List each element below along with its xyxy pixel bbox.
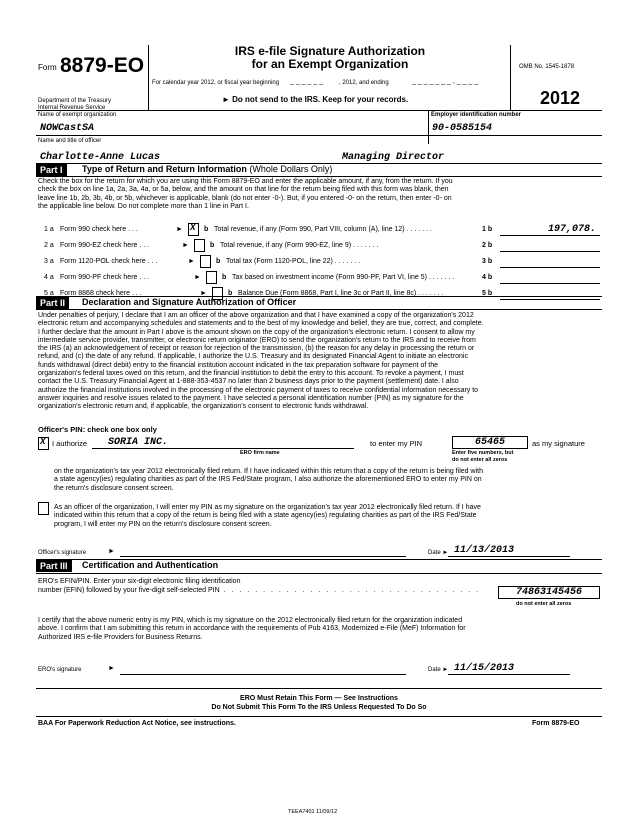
arrow-right-icon: ► [108,548,115,555]
arrow-right-icon: ► [194,274,201,281]
officer-signature-label: Officer's signature [38,550,87,556]
arrow-right-icon: ► [200,290,207,297]
arrow-right-icon: ► [442,667,449,673]
tax-year: 2012 [540,88,581,108]
ero-firm-label: ERO firm name [240,450,280,456]
part1-intro-line: Check the box for the return for which you are using this Form 8879-EO and enter the applicable amount, if any, from the return. If you [38,178,453,185]
part1-intro [38,178,600,211]
declaration-line: electronic return and accompanying schedules and statements and to the best of my knowledge and belief, they are true, correct, and complete. [38,320,484,328]
ero-authorization-line: on the organization's tax year 2012 electronically filed return. If I have indicated within this return that a copy of the return is being filed with [54,468,483,475]
pin-note [452,450,513,463]
line-form-label [60,258,157,266]
line-b-label: b [228,290,233,297]
efin-line-2-text: number (EFIN) followed by your five-digit self-selected PIN [38,587,220,594]
certification-line: Authorized IRS e-file Providers for Business Returns. [38,633,203,641]
line-b-label: b [204,226,209,233]
line-form-label [60,226,138,234]
part1-label: Part I [36,164,67,176]
leader-dots: . . . [145,258,158,265]
line-ref: 2 b [482,242,493,249]
form-check-text: Form 990-PF check here [60,274,138,281]
leader-dots: . . . . . . . . . . . . . . . . . . . . . . . . . . . . . . . . . [219,587,481,594]
leader-dots: . . . [137,274,150,281]
line-b-label: b [222,274,227,281]
ero-signature-label: ERO's signature [38,667,82,673]
efin-line-1 [38,578,240,586]
ero-date-label [428,666,448,674]
officer-pin-value: 65465 [474,437,505,448]
form-title [150,45,510,71]
ein-label: Employer identification number [431,112,522,118]
date-label-text: Date [428,550,441,556]
declaration-line: Under penalties of perjury, I declare that I am an officer of the above organization and that I have examined a copy of the organization's 2012 [38,312,474,319]
declaration-line: intermediate service provider, transmitter, or electronic return originator (ERO) to send the organization's return to the IRS and to receive from [38,336,476,344]
officer-label: Name and title of officer [38,138,102,144]
return-type-checkbox[interactable] [206,271,217,284]
line-number: 4 a [44,274,54,281]
officer-date-label [428,549,448,557]
declaration-line: funds withdrawal (direct debit) entry to the financial institution account indicated in the tax preparation software for payment of the [38,361,438,369]
line-description-text: Balance Due (Form 8868, Part I, line 3c or Part II, line 8c) [238,290,417,297]
part1-intro-line: leave line 1b, 2b, 3b, 4b, or 5b, whichever is applicable, blank (do not enter -0-). But, if you entered -0- on the return, then enter -0- on [38,194,452,202]
line-ref: 4 b [482,274,493,281]
leader-dots: . . . . . . . [426,274,455,281]
authorize-check-mark: X [40,437,46,447]
form-check-text: Form 990 check here [60,226,127,233]
part3-title: Certification and Authentication [82,560,219,570]
efin-note: do not enter all zeros [516,601,572,607]
officer-pin-text [54,504,600,529]
retain-line-2: Do Not Submit This Form To the IRS Unless Requested To Do So [211,704,427,711]
as-signature-text: as my signature [532,439,585,448]
line-description-text: Tax based on investment income (Form 990-PF, Part VI, line 5) [232,274,427,281]
part2-label: Part II [36,297,69,309]
title-line-2: for an Exempt Organization [251,57,409,71]
declaration-line: contact the U.S. Treasury Financial Agent at 1-888-353-4537 no later than 2 business days prior to the payment (settlement) date. I also [38,378,459,386]
ero-date-value: 11/15/2013 [454,663,515,674]
leader-dots: . . . [126,226,138,233]
efin-pin-value: 74863145456 [515,587,582,598]
fiscal-begin-blank[interactable]: _ _ _ _ _ _ [290,78,324,85]
leader-dots: . . . . . . . [416,290,444,297]
part1-title-suffix: (Whole Dollars Only) [249,164,333,174]
efin-pin-field[interactable] [498,586,600,599]
ero-authorization-text [54,468,600,493]
line-ref: 5 b [482,290,493,297]
line-b-label: b [210,242,215,249]
leader-dots: . . . [130,290,142,297]
retain-notice [36,694,602,712]
form-check-text: Form 8868 check here [60,290,131,297]
officer-pin-line: As an officer of the organization, I will enter my PIN as my signature on the organization's tax year 2012 electronically filed return. If I have [54,504,481,511]
declaration-line: organization's electronic return and, if applicable, the organization's consent to electronic funds withdrawal. [38,403,369,411]
line-description-text: Total revenue, if any (Form 990, Part VIII, column (A), line 12) [214,226,405,233]
form-number: 8879-EO [60,54,145,77]
return-type-checkbox[interactable] [194,239,205,252]
line-description-text: Total tax (Form 1120-POL, line 22) [226,258,333,265]
form-check-text: Form 990-EZ check here [60,242,138,249]
ero-firm-name: SORIA INC. [108,437,169,448]
org-name-label: Name of exempt organization [38,112,117,118]
pin-note-line: Enter five numbers, but [452,450,514,456]
department-line-1: Department of the Treasury [38,98,112,104]
declaration-line: authorize the financial institutions involved in the processing of the electronic payment of taxes to receive confidential information necessary to [38,386,479,394]
title-line-1: IRS e-file Signature Authorization [234,44,426,58]
line-description [220,242,378,250]
enter-pin-text: to enter my PIN [370,439,423,448]
part1-intro-line: the applicable line below. Do not complete more than 1 line in Part I. [38,202,249,210]
return-type-checkbox[interactable] [188,223,199,236]
do-not-send-notice [222,96,408,104]
org-name-value: NOWCastSA [40,123,95,134]
fiscal-end-blank[interactable]: _ _ _ _ _ _ _ , _ _ _ _ [412,78,479,85]
line-b-label: b [216,258,221,265]
ero-authorization-line: a state agency(ies) regulating charities as part of the IRS Fed/State program, I also authorize the aforementioned ERO to enter my PIN on [54,476,482,484]
officer-date-value: 11/13/2013 [454,545,515,556]
declaration-line: I further declare that the amount in Part I above is the amount shown on the copy of the organization's electronic return. I consent to allow my [38,328,475,336]
baa-notice: BAA For Paperwork Reduction Act Notice, see instructions. [38,720,236,727]
part3-label: Part III [36,560,72,572]
leader-dots: . . . . . . . [404,226,432,233]
leader-dots: . . . . . . . [332,258,361,265]
do-not-send-text: Do not send to the IRS. Keep for your records. [232,95,409,104]
arrow-right-icon: ► [442,550,449,556]
retain-line-1: ERO Must Retain This Form — See Instructions [240,695,398,702]
part1-intro-line: check the box on line 1a, 2a, 3a, 4a, or 5a, below, and the amount on that line for the return being filed with this form was blank, then [38,186,449,194]
line-number: 5 a [44,290,54,297]
efin-line-2 [38,587,480,595]
leader-dots: . . . [137,242,150,249]
part1-title [82,164,332,174]
officer-signature-line[interactable] [120,556,406,557]
omb-number: OMB No. 1545-1878 [519,64,575,70]
calendar-year-text: For calendar year 2012, or fiscal year beginning [152,80,280,86]
line-form-label [60,274,149,282]
certification-line: I certify that the above numeric entry is my PIN, which is my signature on the 2012 electronically filed return for the organization indicated [38,617,463,624]
part1-title-text: Type of Return and Return Information [82,164,247,174]
declaration-line: refund, and (c) the date of any refund. If applicable, I authorize the U.S. Treasury and its designated Financial Agent to initiate an electronic [38,353,468,361]
arrow-right-icon: ► [222,95,230,104]
return-type-checkbox[interactable] [200,255,211,268]
line-description [226,258,360,266]
part2-title: Declaration and Signature Authorization of Officer [82,297,297,307]
ero-signature-line[interactable] [120,674,406,675]
line-number: 1 a [44,226,54,233]
declaration-line: answer inquiries and resolve issues related to the payment. I have selected a personal identification number (PIN) as my signature for the [38,394,464,402]
arrow-right-icon: ► [182,242,189,249]
authorize-text: I authorize [52,439,88,448]
certification-text [38,617,600,642]
form-word: Form [38,63,57,72]
ein-value: 90-0585154 [432,123,493,134]
officer-title: Managing Director [342,152,445,163]
arrow-right-icon: ► [188,258,195,265]
line-description-text: Total revenue, if any (Form 990-EZ, line 9) [220,242,352,249]
line-number: 2 a [44,242,54,249]
pin-note-line: do not enter all zeros [452,456,508,463]
line-ref: 3 b [482,258,493,265]
arrow-right-icon: ► [108,665,115,672]
pin-heading: Officer's PIN: check one box only [38,425,157,434]
authorize-ero-checkbox[interactable] [38,437,49,450]
certification-line: above. I confirm that I am submitting this return in accordance with the requirements of Pub 4163, Modernized e-File (MeF) Information for [38,625,466,633]
line-ref: 1 b [482,226,493,233]
checkbox-mark: X [190,223,196,233]
form-reference: Form 8879-EO [532,720,580,727]
declaration-line: the IRS (a) an acknowledgement of receipt or reason for rejection of the transmission, (b) the reason for any delay in processing the return or [38,345,475,353]
officer-pin-line: program, I will enter my PIN on the return's disclosure consent screen. [54,520,272,528]
line-number: 3 a [44,258,54,265]
department-line-2: Internal Revenue Service [38,105,106,111]
line-description [232,274,454,282]
form-code: TEEA7401 11/09/12 [288,809,338,815]
officer-name: Charlotte-Anne Lucas [40,152,161,163]
arrow-right-icon: ► [176,226,183,233]
line-amount[interactable]: 197,078. [547,224,596,235]
date-label-text: Date [428,667,441,673]
part2-declaration [38,312,600,412]
officer-enter-pin-checkbox[interactable] [38,502,49,515]
efin-line-1-text: ERO's EFIN/PIN. Enter your six-digit electronic filing identification [38,578,241,585]
leader-dots: . . . . . . . [351,242,379,249]
officer-pin-line: indicated within this return that a copy of the return is being filed with a state agency(ies) regulating charities as part of the IRS Fed/State [54,512,477,520]
calendar-year-mid: , 2012, and ending [339,80,389,86]
line-description [214,226,432,234]
officer-pin-field[interactable] [452,436,528,449]
form-check-text: Form 1120-POL check here [60,258,146,265]
ero-authorization-line: the return's disclosure consent screen. [54,484,174,492]
line-form-label [60,242,149,250]
declaration-line: organization's federal taxes owed on this return, and the financial institution to debit the entry to this account. To revoke a payment, I must [38,370,464,378]
